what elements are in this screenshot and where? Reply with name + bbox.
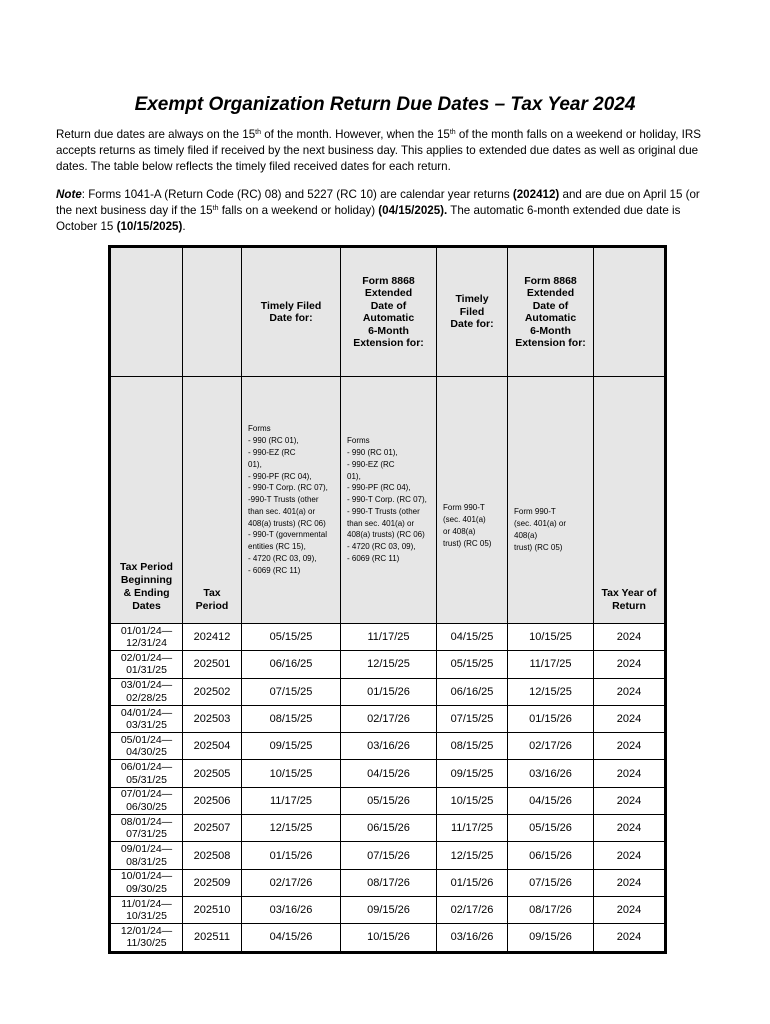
text-line: - 990 (RC 01),	[347, 447, 398, 457]
cell-extended-date-990t	[508, 624, 594, 651]
text-line: - 4720 (RC 03, 09),	[248, 554, 317, 564]
tax-year-value: 2024	[616, 822, 642, 835]
text-line: - 6069 (RC 11)	[347, 554, 400, 564]
cell-tax-year	[594, 760, 666, 787]
text-line: Form 990-T	[443, 503, 485, 513]
cell-timely-date	[242, 733, 341, 760]
cell-timely-date-990t	[437, 815, 508, 842]
text-line: Extended	[526, 287, 575, 299]
tax-period-value: 202504	[193, 740, 231, 753]
text-line: Date for:	[450, 318, 494, 331]
period-end: 10/31/25	[126, 910, 167, 923]
timely-date-990t-value: 10/15/25	[450, 794, 494, 807]
text-line: Forms	[347, 436, 370, 446]
text-line: Timely Filed	[260, 299, 322, 312]
text-line: Form 990-T	[514, 507, 556, 517]
cell-extended-date-990t	[508, 678, 594, 705]
text-line: - 990-T (governmental	[248, 530, 327, 540]
table-row	[110, 760, 666, 787]
cell-extended-date-990t	[508, 733, 594, 760]
note-label: Note	[56, 188, 82, 201]
extended-date-990t-value: 05/15/26	[529, 822, 572, 835]
timely-date-value: 03/16/26	[269, 904, 313, 917]
tax-year-value: 2024	[616, 631, 642, 644]
text-line: - 990 (RC 01),	[248, 436, 299, 446]
table-row	[110, 842, 666, 869]
cell-tax-year	[594, 733, 666, 760]
cell-timely-date-990t	[437, 896, 508, 923]
cell-tax-year	[594, 842, 666, 869]
table-row	[110, 624, 666, 651]
text-line: trust) (RC 05)	[514, 542, 563, 552]
tax-year-value: 2024	[616, 767, 642, 780]
period-end: 06/30/25	[126, 800, 167, 813]
header-cell-blank	[594, 247, 666, 377]
cell-extended-date	[341, 787, 437, 814]
extended-date-value: 11/17/25	[367, 631, 410, 644]
tax-year-value: 2024	[616, 794, 642, 807]
cell-tax-year	[594, 651, 666, 678]
tax-period-value: 202509	[193, 876, 231, 889]
text-line: 408(a)	[514, 531, 538, 540]
due-dates-table	[108, 245, 667, 954]
timely-date-990t-value: 07/15/25	[450, 713, 494, 726]
tax-period-value: 202505	[193, 767, 231, 780]
text-line: Return	[612, 600, 646, 612]
text-line: 01),	[248, 459, 262, 469]
note-paragraph: Note: Forms 1041-A (Return Code (RC) 08) and 5227 (RC 10) are calendar year returns (202412) and are due on April 15 (or the next business day if the 15th falls on a weekend or holiday) (04/15/2025). The automatic 6-month extended due date is October 15 (10/15/2025).	[56, 188, 700, 233]
cell-timely-date	[242, 678, 341, 705]
timely-date-990t-value: 06/16/25	[450, 685, 494, 698]
text-line: than sec. 401(a) or	[347, 518, 415, 528]
table-row	[110, 651, 666, 678]
tax-year-value: 2024	[616, 740, 642, 753]
extended-date-value: 03/16/26	[367, 740, 410, 753]
extended-date-990t-value: 07/15/26	[529, 876, 572, 889]
period-begin: 03/01/24—	[120, 679, 173, 692]
extended-date-990t-value: 01/15/26	[529, 713, 572, 726]
cell-extended-date	[341, 651, 437, 678]
timely-date-value: 10/15/25	[269, 767, 313, 780]
cell-tax-period	[183, 924, 242, 952]
table-row	[110, 869, 666, 896]
text-line: trust) (RC 05)	[443, 538, 492, 548]
cell-timely-date-990t	[437, 760, 508, 787]
forms-990t-extended	[508, 377, 594, 624]
cell-extended-date	[341, 624, 437, 651]
cell-tax-period	[183, 733, 242, 760]
extended-date-990t-value: 10/15/25	[529, 631, 572, 644]
cell-tax-period	[183, 678, 242, 705]
cell-extended-date-990t	[508, 760, 594, 787]
text-line: Date for:	[269, 312, 313, 324]
cell-extended-date	[341, 733, 437, 760]
text-line: - 6069 (RC 11)	[248, 565, 301, 575]
cell-extended-date-990t	[508, 787, 594, 814]
cell-tax-year	[594, 924, 666, 952]
text-line: - 990-T Corp. (RC 07),	[248, 483, 328, 493]
text-line: Dates	[132, 600, 161, 612]
text-line: Timely	[455, 293, 489, 306]
cell-period-dates	[110, 869, 183, 896]
cell-period-dates	[110, 787, 183, 814]
extended-date-990t-value: 02/17/26	[529, 740, 572, 753]
cell-tax-year	[594, 815, 666, 842]
period-end: 04/30/25	[126, 746, 167, 759]
cell-period-dates	[110, 651, 183, 678]
tax-period-value: 202503	[193, 713, 231, 726]
period-end: 11/30/25	[126, 937, 167, 950]
table-row	[110, 705, 666, 732]
cell-period-dates	[110, 705, 183, 732]
cell-timely-date-990t	[437, 869, 508, 896]
text-line: Period	[195, 600, 229, 612]
cell-tax-year	[594, 705, 666, 732]
timely-date-990t-value: 12/15/25	[450, 849, 494, 862]
cell-extended-date-990t	[508, 842, 594, 869]
cell-timely-date	[242, 896, 341, 923]
table-row	[110, 924, 666, 952]
cell-timely-date	[242, 787, 341, 814]
timely-date-value: 11/17/25	[269, 794, 312, 807]
extended-date-990t-value: 11/17/25	[529, 658, 572, 671]
timely-date-990t-value: 08/15/25	[450, 740, 494, 753]
text-line: - 990-PF (RC 04),	[248, 471, 312, 481]
period-begin: 06/01/24—	[120, 761, 173, 774]
text-line: Form 8868	[524, 274, 577, 287]
cell-period-dates	[110, 678, 183, 705]
cell-timely-date-990t	[437, 678, 508, 705]
header-row-top	[110, 247, 666, 377]
timely-date-value: 07/15/25	[269, 685, 313, 698]
text-line: - 990-EZ (RC	[347, 459, 395, 469]
cell-timely-date	[242, 760, 341, 787]
text-line: or 408(a)	[443, 527, 476, 536]
text-line: - 990-EZ (RC	[248, 447, 296, 457]
cell-tax-year	[594, 869, 666, 896]
cell-tax-period	[183, 705, 242, 732]
label-tax-year	[594, 377, 666, 624]
timely-date-990t-value: 11/17/25	[450, 822, 493, 835]
text-line: Automatic	[524, 312, 577, 324]
period-begin: 07/01/24—	[120, 788, 173, 801]
text-line: 6-Month	[530, 324, 571, 337]
cell-timely-date	[242, 705, 341, 732]
period-end: 12/31/24	[126, 637, 167, 650]
extended-date-value: 01/15/26	[367, 685, 410, 698]
header-timely-filed-2	[437, 247, 508, 377]
text-line: Form 8868	[362, 274, 415, 287]
period-end: 07/31/25	[126, 828, 167, 841]
text-line: - 990-T Corp. (RC 07),	[347, 495, 427, 505]
text-line: Date of	[370, 299, 407, 312]
cell-extended-date-990t	[508, 924, 594, 952]
period-end: 08/31/25	[126, 855, 167, 868]
period-end: 02/28/25	[126, 691, 167, 704]
extended-date-value: 09/15/26	[367, 904, 410, 917]
timely-date-value: 09/15/25	[269, 740, 313, 753]
cell-timely-date	[242, 624, 341, 651]
period-begin: 08/01/24—	[120, 815, 173, 828]
timely-date-990t-value: 03/16/26	[450, 931, 494, 944]
text-line: 408(a) trusts) (RC 06)	[347, 530, 425, 540]
cell-tax-period	[183, 842, 242, 869]
tax-year-value: 2024	[616, 685, 642, 698]
cell-timely-date	[242, 815, 341, 842]
table-row	[110, 787, 666, 814]
cell-extended-date	[341, 815, 437, 842]
extended-date-value: 07/15/26	[367, 849, 410, 862]
cell-timely-date	[242, 651, 341, 678]
cell-tax-year	[594, 896, 666, 923]
text-line: Date of	[532, 299, 569, 312]
period-end: 01/31/25	[126, 664, 167, 677]
period-end: 05/31/25	[126, 773, 167, 786]
extended-date-990t-value: 09/15/26	[529, 931, 572, 944]
period-begin: 10/01/24—	[120, 870, 173, 883]
text-line: Tax	[203, 587, 221, 599]
header-timely-filed	[242, 247, 341, 377]
timely-date-990t-value: 09/15/25	[450, 767, 494, 780]
extended-date-990t-value: 03/16/26	[529, 767, 572, 780]
cell-tax-period	[183, 815, 242, 842]
cell-timely-date	[242, 869, 341, 896]
label-tax-period-dates	[110, 377, 183, 624]
text-line: 6-Month	[368, 324, 409, 337]
timely-date-value: 08/15/25	[269, 713, 313, 726]
cell-tax-year	[594, 678, 666, 705]
text-line: Filed	[459, 305, 485, 318]
header-cell-blank	[183, 247, 242, 377]
cell-timely-date	[242, 924, 341, 952]
cell-tax-year	[594, 787, 666, 814]
cell-extended-date	[341, 896, 437, 923]
extended-date-990t-value: 04/15/26	[529, 794, 572, 807]
tax-year-value: 2024	[616, 849, 642, 862]
extended-date-value: 05/15/26	[367, 794, 410, 807]
extended-date-990t-value: 08/17/26	[529, 904, 572, 917]
text-line: Tax Year of	[601, 587, 657, 599]
forms-list-timely	[242, 377, 341, 624]
period-begin: 05/01/24—	[120, 733, 173, 746]
cell-extended-date-990t	[508, 705, 594, 732]
period-begin: 11/01/24—	[121, 897, 172, 910]
cell-timely-date	[242, 842, 341, 869]
cell-tax-period	[183, 787, 242, 814]
table-row	[110, 678, 666, 705]
header-cell-blank	[110, 247, 183, 377]
tax-year-value: 2024	[616, 904, 642, 917]
cell-timely-date-990t	[437, 924, 508, 952]
text-line: Forms	[248, 424, 271, 434]
period-begin: 04/01/24—	[120, 706, 173, 719]
timely-date-value: 05/15/25	[269, 631, 313, 644]
extended-date-value: 12/15/25	[367, 658, 410, 671]
cell-tax-period	[183, 651, 242, 678]
timely-date-value: 01/15/26	[269, 849, 313, 862]
cell-tax-period	[183, 896, 242, 923]
period-end: 03/31/25	[126, 719, 167, 732]
timely-date-990t-value: 04/15/25	[450, 631, 494, 644]
cell-period-dates	[110, 733, 183, 760]
cell-extended-date	[341, 678, 437, 705]
text-line: Extension for:	[515, 337, 586, 349]
text-line: - 990-PF (RC 04),	[347, 483, 411, 493]
cell-extended-date	[341, 924, 437, 952]
text-line: Tax Period	[120, 561, 173, 573]
timely-date-value: 02/17/26	[269, 876, 313, 889]
timely-date-value: 04/15/26	[269, 931, 313, 944]
cell-timely-date-990t	[437, 733, 508, 760]
cell-extended-date-990t	[508, 815, 594, 842]
tax-year-value: 2024	[616, 713, 642, 726]
cell-timely-date-990t	[437, 787, 508, 814]
timely-date-value: 06/16/25	[269, 658, 313, 671]
cell-period-dates	[110, 842, 183, 869]
timely-date-990t-value: 02/17/26	[450, 904, 494, 917]
table-row	[110, 733, 666, 760]
period-begin: 12/01/24—	[120, 924, 173, 937]
timely-date-value: 12/15/25	[269, 822, 313, 835]
extended-date-value: 08/17/26	[367, 876, 410, 889]
extended-date-value: 10/15/26	[367, 931, 410, 944]
text-line: 408(a) trusts) (RC 06)	[248, 518, 326, 528]
cell-timely-date-990t	[437, 705, 508, 732]
extended-date-value: 06/15/26	[367, 822, 410, 835]
period-begin: 01/01/24—	[120, 624, 173, 637]
tax-year-value: 2024	[616, 931, 642, 944]
cell-period-dates	[110, 760, 183, 787]
text-line: (sec. 401(a)	[443, 515, 486, 525]
text-line: & Ending	[123, 587, 170, 599]
cell-extended-date	[341, 760, 437, 787]
forms-list-extended	[341, 377, 437, 624]
cell-period-dates	[110, 624, 183, 651]
cell-period-dates	[110, 815, 183, 842]
header-extended-date-2	[508, 247, 594, 377]
table-row	[110, 896, 666, 923]
tax-period-value: 202506	[193, 794, 231, 807]
text-line: Automatic	[362, 312, 415, 324]
forms-990t-timely	[437, 377, 508, 624]
text-line: - 990-T Trusts (other	[347, 506, 420, 516]
table-row	[110, 815, 666, 842]
label-tax-period	[183, 377, 242, 624]
period-begin: 02/01/24—	[120, 651, 173, 664]
tax-period-value: 202507	[193, 822, 231, 835]
cell-tax-period	[183, 869, 242, 896]
tax-year-value: 2024	[616, 876, 642, 889]
cell-extended-date	[341, 705, 437, 732]
text-line: than sec. 401(a) or	[248, 506, 316, 516]
page-title: Exempt Organization Return Due Dates – Tax Year 2024	[134, 94, 636, 115]
cell-timely-date-990t	[437, 842, 508, 869]
cell-extended-date	[341, 869, 437, 896]
text-line: Beginning	[120, 574, 173, 586]
text-line: Extension for:	[353, 337, 424, 349]
period-begin: 09/01/24—	[120, 843, 173, 856]
text-line: 01),	[347, 471, 361, 481]
extended-date-value: 04/15/26	[367, 767, 410, 780]
timely-date-990t-value: 01/15/26	[450, 876, 494, 889]
cell-extended-date-990t	[508, 869, 594, 896]
header-extended-date	[341, 247, 437, 377]
tax-year-value: 2024	[616, 658, 642, 671]
tax-period-value: 202412	[193, 631, 231, 644]
text-line: (sec. 401(a) or	[514, 519, 567, 529]
extended-date-value: 02/17/26	[367, 713, 410, 726]
tax-period-value: 202502	[193, 685, 231, 698]
intro-paragraph: Return due dates are always on the 15th of the month. However, when the 15th of the month falls on a weekend or holiday, IRS accepts returns as timely filed if received by the next business day. This applies to extended due dates as well as original due dates. The table below reflects the timely filed received dates for each return.	[56, 128, 702, 173]
cell-timely-date-990t	[437, 651, 508, 678]
period-end: 09/30/25	[126, 882, 167, 895]
text-line: entities (RC 15),	[248, 542, 306, 552]
text-line: - 4720 (RC 03, 09),	[347, 542, 416, 552]
header-row-forms	[110, 377, 666, 624]
cell-timely-date-990t	[437, 624, 508, 651]
cell-tax-period	[183, 624, 242, 651]
cell-tax-year	[594, 624, 666, 651]
text-line: -990-T Trusts (other	[248, 495, 319, 505]
cell-extended-date-990t	[508, 651, 594, 678]
timely-date-990t-value: 05/15/25	[450, 658, 494, 671]
cell-period-dates	[110, 924, 183, 952]
tax-period-value: 202511	[194, 931, 230, 944]
extended-date-990t-value: 06/15/26	[529, 849, 572, 862]
tax-period-value: 202510	[193, 904, 231, 917]
cell-period-dates	[110, 896, 183, 923]
text-line: Extended	[364, 287, 413, 299]
cell-extended-date	[341, 842, 437, 869]
cell-tax-period	[183, 760, 242, 787]
cell-extended-date-990t	[508, 896, 594, 923]
extended-date-990t-value: 12/15/25	[529, 685, 572, 698]
tax-period-value: 202508	[193, 849, 231, 862]
tax-period-value: 202501	[193, 658, 231, 671]
